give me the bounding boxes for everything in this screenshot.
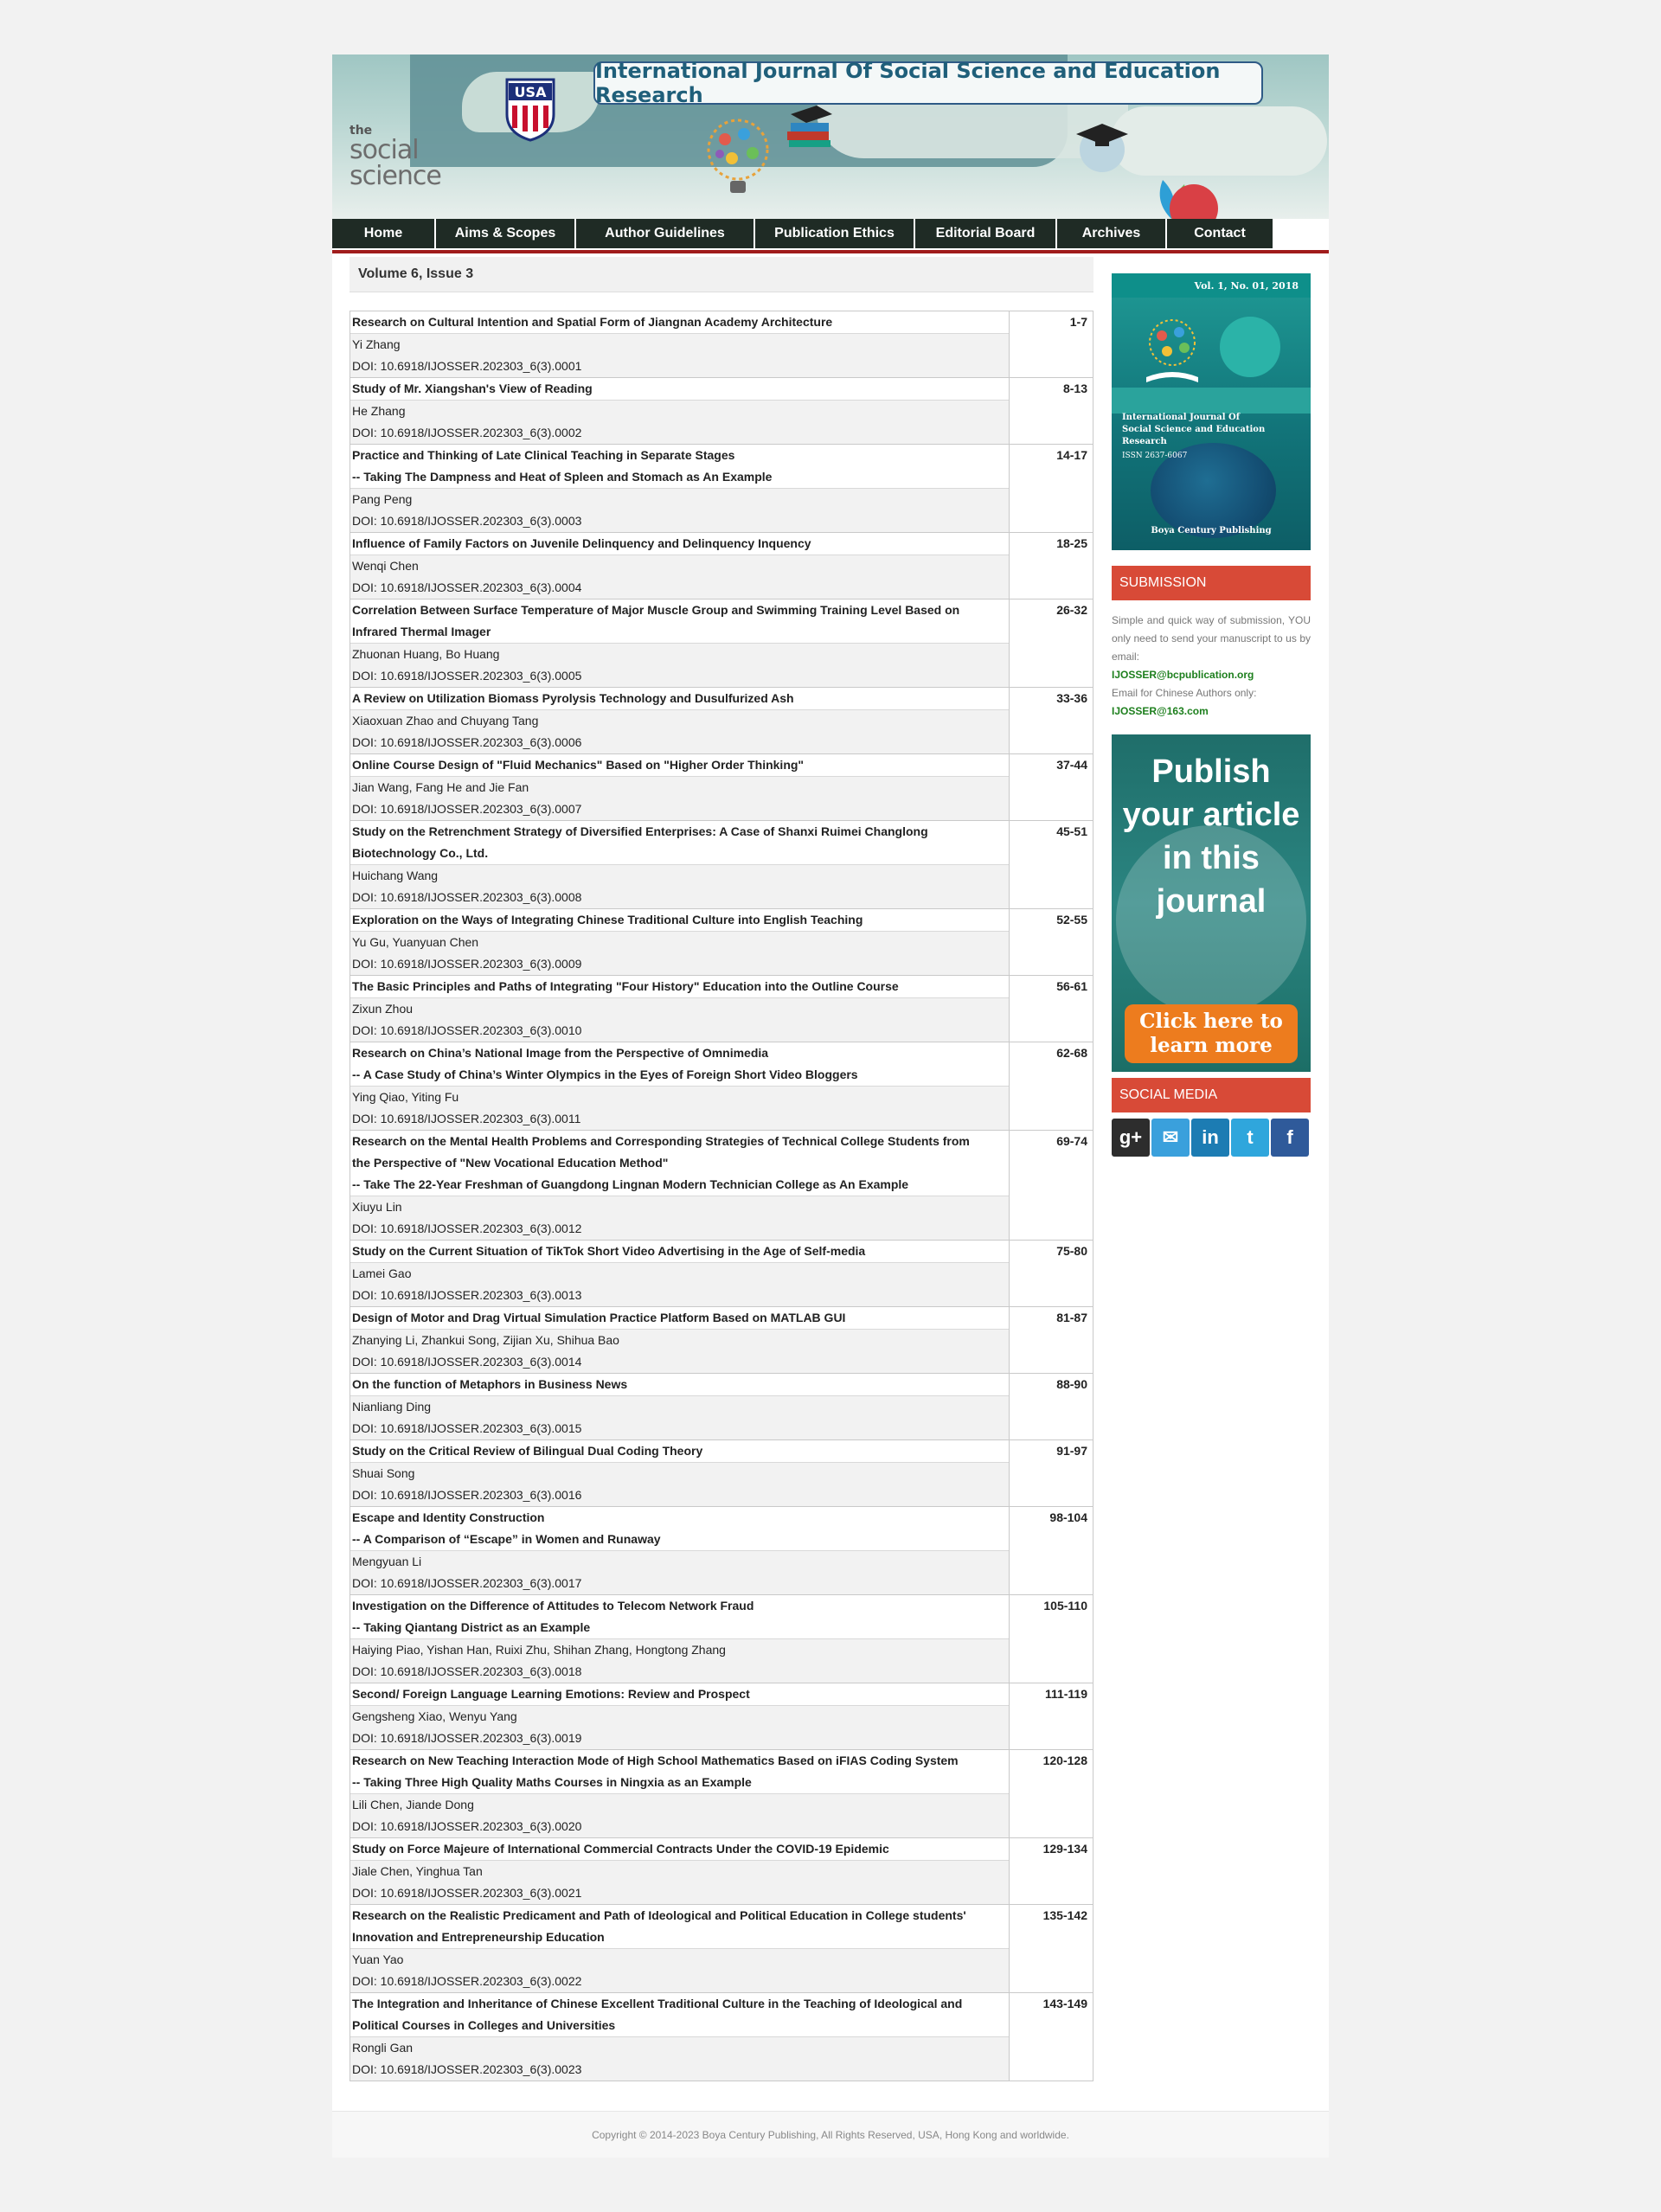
header-banner [332, 54, 1329, 219]
usa-badge-icon [502, 76, 559, 142]
article-cell [350, 533, 1010, 599]
article-cell [350, 1595, 1010, 1683]
article-title-line: Escape and Identity Construction [352, 1510, 545, 1524]
article-title-line: Investigation on the Difference of Attitudes to Telecom Network Fraud [352, 1599, 754, 1613]
nav-home[interactable]: Home [332, 219, 434, 248]
article-row [350, 1241, 1093, 1307]
article-cell [350, 1507, 1010, 1595]
article-authors: Gengsheng Xiao, Wenyu Yang [350, 1705, 1009, 1728]
article-row [350, 1595, 1093, 1683]
article-title[interactable] [350, 1042, 1009, 1086]
nav-contact[interactable]: Contact [1167, 219, 1273, 248]
article-row [350, 1905, 1093, 1993]
article-pages: 52-55 [1010, 909, 1093, 976]
article-title-line: Study of Mr. Xiangshan's View of Reading [352, 381, 593, 395]
article-doi[interactable]: DOI: 10.6918/IJOSSER.202303_6(3).0005 [350, 665, 1009, 687]
article-pages: 88-90 [1010, 1374, 1093, 1440]
article-row [350, 1440, 1093, 1507]
article-title[interactable] [350, 1307, 1009, 1329]
article-doi[interactable]: DOI: 10.6918/IJOSSER.202303_6(3).0022 [350, 1971, 1009, 1992]
article-pages: 135-142 [1010, 1905, 1093, 1993]
article-pages: 1-7 [1010, 311, 1093, 378]
learn-more-button[interactable]: Click here to learn more [1125, 1004, 1298, 1063]
article-cell [350, 378, 1010, 445]
article-pages: 37-44 [1010, 754, 1093, 821]
article-title[interactable] [350, 1683, 1009, 1705]
article-row [350, 976, 1093, 1042]
article-authors: Huichang Wang [350, 864, 1009, 887]
article-doi[interactable]: DOI: 10.6918/IJOSSER.202303_6(3).0013 [350, 1285, 1009, 1306]
article-doi[interactable]: DOI: 10.6918/IJOSSER.202303_6(3).0009 [350, 953, 1009, 975]
article-row [350, 754, 1093, 821]
article-row [350, 1683, 1093, 1750]
journal-cover-image[interactable] [1112, 273, 1311, 550]
cover-band [1112, 388, 1311, 414]
article-pages: 18-25 [1010, 533, 1093, 599]
map-land [1111, 106, 1327, 176]
article-title-line: Research on China’s National Image from the Perspective of Omnimedia [352, 1046, 769, 1060]
article-title-line: Infrared Thermal Imager [352, 625, 491, 638]
article-row [350, 533, 1093, 599]
chinese-authors-note: Email for Chinese Authors only: [1112, 687, 1257, 699]
article-cell [350, 1241, 1010, 1307]
article-title[interactable] [350, 1595, 1009, 1638]
articles-table [350, 311, 1093, 2081]
article-authors: Zhanying Li, Zhankui Song, Zijian Xu, Shihua Bao [350, 1329, 1009, 1351]
article-doi[interactable]: DOI: 10.6918/IJOSSER.202303_6(3).0015 [350, 1418, 1009, 1439]
article-pages: 8-13 [1010, 378, 1093, 445]
logo-science: science [350, 161, 441, 191]
article-cell [350, 1993, 1010, 2081]
article-title-line: Research on Cultural Intention and Spatial Form of Jiangnan Academy Architecture [352, 315, 833, 329]
article-title-line: -- Taking The Dampness and Heat of Spleen and Stomach as An Example [352, 470, 773, 484]
article-cell [350, 1042, 1010, 1131]
main-nav [332, 219, 1329, 253]
article-cell [350, 1750, 1010, 1838]
article-cell [350, 1440, 1010, 1507]
article-row [350, 311, 1093, 378]
people-icon [1220, 317, 1280, 377]
social-media-heading: SOCIAL MEDIA [1112, 1078, 1311, 1112]
article-pages: 98-104 [1010, 1507, 1093, 1595]
article-row [350, 1838, 1093, 1905]
journal-title[interactable]: International Journal Of Social Science and Education Research [593, 61, 1263, 105]
article-cell [350, 821, 1010, 909]
article-doi[interactable]: DOI: 10.6918/IJOSSER.202303_6(3).0003 [350, 510, 1009, 532]
article-title[interactable] [350, 311, 1009, 333]
article-title-line: Influence of Family Factors on Juvenile Delinquency and Delinquency Inquency [352, 536, 811, 550]
article-title[interactable] [350, 976, 1009, 997]
page-container [332, 54, 1329, 2157]
article-doi[interactable]: DOI: 10.6918/IJOSSER.202303_6(3).0007 [350, 798, 1009, 820]
logo-social: social [350, 135, 419, 165]
books-icon [782, 102, 834, 151]
volume-header [350, 257, 1093, 292]
article-title-line: -- Taking Three High Quality Maths Courses in Ningxia as an Example [352, 1775, 752, 1789]
submission-text: Simple and quick way of submission, YOU only need to send your manuscript to us by email: [1112, 614, 1311, 663]
article-pages: 14-17 [1010, 445, 1093, 533]
submission-info [1112, 612, 1311, 721]
article-authors: He Zhang [350, 400, 1009, 422]
nav-author-guidelines[interactable]: Author Guidelines [576, 219, 754, 248]
nav-archives[interactable]: Archives [1057, 219, 1165, 248]
article-cell [350, 311, 1010, 378]
article-authors: Xiaoxuan Zhao and Chuyang Tang [350, 709, 1009, 732]
article-row [350, 445, 1093, 533]
article-cell [350, 1374, 1010, 1440]
article-title-line: Biotechnology Co., Ltd. [352, 846, 489, 860]
article-row [350, 688, 1093, 754]
article-title[interactable] [350, 1838, 1009, 1860]
article-title[interactable] [350, 754, 1009, 776]
article-cell [350, 1838, 1010, 1905]
article-doi[interactable]: DOI: 10.6918/IJOSSER.202303_6(3).0021 [350, 1882, 1009, 1904]
article-authors: Pang Peng [350, 488, 1009, 510]
article-pages: 75-80 [1010, 1241, 1093, 1307]
article-title-line: Research on New Teaching Interaction Mode of High School Mathematics Based on iFIAS Coding System [352, 1754, 959, 1767]
linkedin-icon[interactable]: in [1191, 1119, 1229, 1157]
article-title[interactable] [350, 821, 1009, 864]
article-title-line: Design of Motor and Drag Virtual Simulation Practice Platform Based on MATLAB GUI [352, 1311, 846, 1324]
article-title-line: A Review on Utilization Biomass Pyrolysis Technology and Dusulfurized Ash [352, 691, 794, 705]
article-authors: Shuai Song [350, 1462, 1009, 1484]
article-pages: 26-32 [1010, 599, 1093, 688]
google-plus-icon[interactable]: g+ [1112, 1119, 1150, 1157]
article-pages: 91-97 [1010, 1440, 1093, 1507]
lightbulb-icon [699, 115, 777, 202]
article-title-line: Online Course Design of "Fluid Mechanics" Based on "Higher Order Thinking" [352, 758, 805, 772]
promo-text: Publish your article in this journal [1122, 753, 1300, 920]
article-pages: 69-74 [1010, 1131, 1093, 1241]
nav-editorial-board[interactable]: Editorial Board [915, 219, 1055, 248]
article-pages: 45-51 [1010, 821, 1093, 909]
article-pages: 120-128 [1010, 1750, 1093, 1838]
article-authors: Nianliang Ding [350, 1395, 1009, 1418]
article-doi[interactable]: DOI: 10.6918/IJOSSER.202303_6(3).0011 [350, 1108, 1009, 1130]
article-title-line: Practice and Thinking of Late Clinical Teaching in Separate Stages [352, 448, 735, 462]
article-cell [350, 1131, 1010, 1241]
social-icons [1112, 1119, 1311, 1158]
article-doi[interactable]: DOI: 10.6918/IJOSSER.202303_6(3).0001 [350, 356, 1009, 377]
article-doi[interactable]: DOI: 10.6918/IJOSSER.202303_6(3).0010 [350, 1020, 1009, 1042]
copyright-text: Copyright © 2014-2023 Boya Century Publishing, All Rights Reserved, USA, Hong Kong and worldwide. [592, 2128, 1069, 2141]
article-authors: Zhuonan Huang, Bo Huang [350, 643, 1009, 665]
article-doi[interactable]: DOI: 10.6918/IJOSSER.202303_6(3).0023 [350, 2059, 1009, 2081]
article-cell [350, 1905, 1010, 1993]
article-authors: Yu Gu, Yuanyuan Chen [350, 931, 1009, 953]
article-authors: Mengyuan Li [350, 1550, 1009, 1573]
article-title-line: Study on the Current Situation of TikTok Short Video Advertising in the Age of Self-media [352, 1244, 866, 1258]
nav-publication-ethics[interactable]: Publication Ethics [755, 219, 914, 248]
article-row [350, 1131, 1093, 1241]
article-doi[interactable]: DOI: 10.6918/IJOSSER.202303_6(3).0004 [350, 577, 1009, 599]
article-pages: 33-36 [1010, 688, 1093, 754]
article-title[interactable] [350, 1241, 1009, 1262]
article-title-line: Research on the Mental Health Problems and Corresponding Strategies of Technical College Students from [352, 1134, 970, 1148]
article-title[interactable] [350, 688, 1009, 709]
article-pages: 56-61 [1010, 976, 1093, 1042]
logo-the: the [350, 124, 373, 138]
publish-promo-banner[interactable] [1112, 734, 1311, 1072]
article-row [350, 821, 1093, 909]
article-title-line: Research on the Realistic Predicament and Path of Ideological and Political Education in College students' [352, 1908, 966, 1922]
article-title-line: -- A Case Study of China’s Winter Olympics in the Eyes of Foreign Short Video Bloggers [352, 1068, 858, 1081]
article-title-line: -- Taking Qiantang District as an Example [352, 1620, 591, 1634]
article-title-line: -- Take The 22-Year Freshman of Guangdong Lingnan Modern Technician College as An Example [352, 1177, 909, 1191]
chinese-submission-email[interactable]: IJOSSER@163.com [1112, 705, 1209, 717]
article-cell [350, 909, 1010, 976]
twitter-icon[interactable]: t [1231, 1119, 1269, 1157]
article-row [350, 1042, 1093, 1131]
article-row [350, 1374, 1093, 1440]
article-cell [350, 599, 1010, 688]
education-tree-icon [1138, 317, 1207, 386]
article-pages: 111-119 [1010, 1683, 1093, 1750]
article-row [350, 1307, 1093, 1374]
nav-aims-scopes[interactable]: Aims & Scopes [436, 219, 574, 248]
article-authors: Haiying Piao, Yishan Han, Ruixi Zhu, Shihan Zhang, Hongtong Zhang [350, 1638, 1009, 1661]
article-title[interactable] [350, 378, 1009, 400]
article-doi[interactable]: DOI: 10.6918/IJOSSER.202303_6(3).0012 [350, 1218, 1009, 1240]
article-authors: Jian Wang, Fang He and Jie Fan [350, 776, 1009, 798]
article-doi[interactable]: DOI: 10.6918/IJOSSER.202303_6(3).0016 [350, 1484, 1009, 1506]
article-title-line: Innovation and Entrepreneurship Education [352, 1930, 605, 1944]
article-authors: Xiuyu Lin [350, 1196, 1009, 1218]
article-pages: 129-134 [1010, 1838, 1093, 1905]
article-title[interactable] [350, 599, 1009, 643]
article-authors: Lamei Gao [350, 1262, 1009, 1285]
article-authors: Zixun Zhou [350, 997, 1009, 1020]
article-doi[interactable]: DOI: 10.6918/IJOSSER.202303_6(3).0019 [350, 1728, 1009, 1749]
article-pages: 143-149 [1010, 1993, 1093, 2081]
article-title[interactable] [350, 1750, 1009, 1793]
article-authors: Yi Zhang [350, 333, 1009, 356]
graduation-globe-icon [1068, 115, 1137, 176]
article-title[interactable] [350, 1374, 1009, 1395]
article-pages: 105-110 [1010, 1595, 1093, 1683]
article-title-line: -- A Comparison of “Escape” in Women and Runaway [352, 1532, 661, 1546]
article-row [350, 599, 1093, 688]
article-title-line: Study on the Critical Review of Bilingual Dual Coding Theory [352, 1444, 703, 1458]
article-doi[interactable]: DOI: 10.6918/IJOSSER.202303_6(3).0014 [350, 1351, 1009, 1373]
article-title[interactable] [350, 1905, 1009, 1948]
submission-heading: SUBMISSION [1112, 566, 1311, 600]
article-title-line: Study on the Retrenchment Strategy of Diversified Enterprises: A Case of Shanxi Ruimei Changlong [352, 824, 928, 838]
article-doi[interactable]: DOI: 10.6918/IJOSSER.202303_6(3).0017 [350, 1573, 1009, 1594]
cover-publisher: Boya Century Publishing [1151, 526, 1272, 535]
article-title-line: The Integration and Inheritance of Chinese Excellent Traditional Culture in the Teaching of Ideological and [352, 1997, 963, 2010]
email-icon[interactable]: ✉ [1151, 1119, 1190, 1157]
article-title[interactable] [350, 909, 1009, 931]
cover-volume-text: Vol. 1, No. 01, 2018 [1194, 280, 1299, 292]
article-authors: Ying Qiao, Yiting Fu [350, 1086, 1009, 1108]
article-authors: Yuan Yao [350, 1948, 1009, 1971]
article-cell [350, 1307, 1010, 1374]
article-title[interactable] [350, 1440, 1009, 1462]
article-cell [350, 1683, 1010, 1750]
article-title[interactable] [350, 1131, 1009, 1196]
article-authors: Jiale Chen, Yinghua Tan [350, 1860, 1009, 1882]
article-row [350, 1993, 1093, 2081]
usa-badge-text: USA [514, 84, 547, 100]
site-logo[interactable] [350, 124, 471, 193]
article-title[interactable] [350, 533, 1009, 555]
article-row [350, 909, 1093, 976]
article-cell [350, 445, 1010, 533]
article-title-line: the Perspective of "New Vocational Education Method" [352, 1156, 669, 1170]
article-doi[interactable]: DOI: 10.6918/IJOSSER.202303_6(3).0006 [350, 732, 1009, 753]
article-row [350, 1507, 1093, 1595]
article-title-line: Exploration on the Ways of Integrating Chinese Traditional Culture into English Teaching [352, 913, 863, 926]
article-cell [350, 976, 1010, 1042]
article-authors: Rongli Gan [350, 2036, 1009, 2059]
volume-title: Volume 6, Issue 3 [358, 266, 474, 281]
submission-email[interactable]: IJOSSER@bcpublication.org [1112, 669, 1254, 681]
footer [332, 2111, 1329, 2158]
cover-title-line-1: International Journal Of [1122, 413, 1241, 422]
article-doi[interactable]: DOI: 10.6918/IJOSSER.202303_6(3).0020 [350, 1816, 1009, 1837]
article-title-line: Study on Force Majeure of International Commercial Contracts Under the COVID-19 Epidemic [352, 1842, 889, 1856]
article-row [350, 378, 1093, 445]
article-title-line: On the function of Metaphors in Business News [352, 1377, 628, 1391]
article-doi[interactable]: DOI: 10.6918/IJOSSER.202303_6(3).0002 [350, 422, 1009, 444]
article-pages: 81-87 [1010, 1307, 1093, 1374]
article-title-line: Political Courses in Colleges and Universities [352, 2018, 616, 2032]
article-doi[interactable]: DOI: 10.6918/IJOSSER.202303_6(3).0018 [350, 1661, 1009, 1683]
article-cell [350, 688, 1010, 754]
article-authors: Lili Chen, Jiande Dong [350, 1793, 1009, 1816]
article-title-line: Correlation Between Surface Temperature of Major Muscle Group and Swimming Training Level Based on [352, 603, 960, 617]
article-row [350, 1750, 1093, 1838]
article-title-line: Second/ Foreign Language Learning Emotions: Review and Prospect [352, 1687, 750, 1701]
article-doi[interactable]: DOI: 10.6918/IJOSSER.202303_6(3).0008 [350, 887, 1009, 908]
facebook-icon[interactable]: f [1271, 1119, 1309, 1157]
article-title[interactable] [350, 1993, 1009, 2036]
cover-title-line-2: Social Science and Education Research [1122, 425, 1266, 446]
article-pages: 62-68 [1010, 1042, 1093, 1131]
article-title[interactable] [350, 1507, 1009, 1550]
article-title-line: The Basic Principles and Paths of Integrating "Four History" Education into the Outline Course [352, 979, 899, 993]
article-title[interactable] [350, 445, 1009, 488]
cover-issn: ISSN 2637-6067 [1122, 452, 1188, 460]
article-cell [350, 754, 1010, 821]
article-authors: Wenqi Chen [350, 555, 1009, 577]
